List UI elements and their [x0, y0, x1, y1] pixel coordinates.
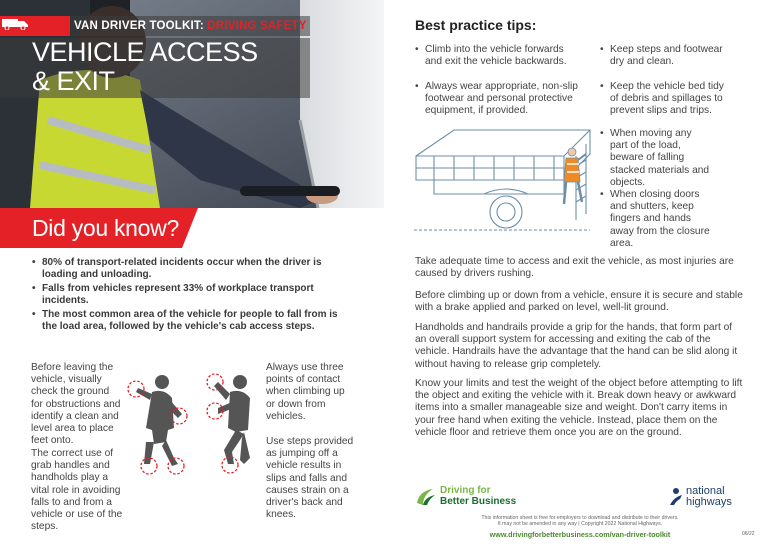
body-paragraph-1: Take adequate time to access and exit the vehicle, as most injuries are caused by drivers rushing. [415, 256, 734, 280]
three-points-contact-illustration [124, 368, 264, 478]
grab-handles-paragraph: The correct use of grab handles and handholds play a vital role in avoiding falls to and from a vehicle or use of the steps. [31, 448, 123, 533]
dfbb-swoosh-icon [415, 487, 437, 507]
facts-list [32, 257, 352, 335]
toolkit-topic: DRIVING SAFETY [207, 20, 307, 32]
right-page [384, 0, 768, 545]
van-icon [0, 16, 70, 36]
document-code: 06/22 [742, 531, 755, 537]
tip-item: • Keep steps and footwear dry and clean. [600, 44, 725, 68]
use-steps-paragraph: Use steps provided as jumping off a vehicle results in slips and falls and causes strain on a driver's back and knees. [266, 436, 354, 521]
tip-item: • When moving any part of the load, beware of falling stacked materials and objects. [600, 128, 710, 189]
logo-text-line-1: Driving for [440, 485, 491, 496]
body-paragraph-2: Before climbing up or down from a vehicle, ensure it is secure and stable with a brake applied and parked on level, well-lit ground. [415, 290, 743, 314]
did-you-know-banner [0, 208, 198, 248]
toolkit-banner [0, 16, 310, 36]
title-line-2: & EXIT [32, 66, 115, 96]
tip-item: • Climb into the vehicle forwards and exit the vehicle backwards. [415, 44, 580, 68]
toolkit-label: VAN DRIVER TOOLKIT: DRIVING SAFETY [74, 20, 307, 32]
did-you-know-heading: Did you know? [32, 215, 179, 241]
flatbed-truck-illustration [414, 124, 592, 236]
disclaimer [415, 515, 745, 528]
logo-text-line-2: Better Business [440, 496, 517, 507]
fact-item: • Falls from vehicles represent 33% of workplace transport incidents. [32, 283, 352, 308]
best-practice-title: Best practice tips: [415, 17, 537, 33]
driving-for-better-business-logo [415, 486, 516, 507]
disclaimer-line-2: It may not be amended in any way | Copyright 2022 National Highways. [497, 521, 663, 528]
fact-item: • 80% of transport-related incidents occur when the driver is loading and unloading. [32, 257, 352, 282]
toolkit-url-link[interactable]: www.drivingforbetterbusiness.com/van-driver-toolkit [489, 530, 671, 539]
body-paragraph-3: Handholds and handrails provide a grip for the hands, that form part of an overall support system for accessing and exiting the cab of the vehicle. Handrails have the advantage that the hand can be slid along it without having to release grip completely. [415, 322, 738, 370]
national-highways-logo [668, 486, 732, 508]
logo-text-highways: highways [686, 496, 732, 508]
fact-item: • The most common area of the vehicle for people to fall from is the load area, followed by the vehicle's cab access steps. [32, 309, 352, 334]
body-paragraph-4: Know your limits and test the weight of the object before attempting to lift the object and exiting the vehicle with it. Break down heavy or awkward items into a smaller manageable size and weight. Don't carry items in your free hand when exiting the vehicle. Instead, place them on the vehicle floor and retrieve them once you are on the ground. [415, 378, 743, 438]
tip-item: • Always wear appropriate, non-slip footwear and personal protective equipment, if provided. [415, 81, 580, 118]
tip-item: • Keep the vehicle bed tidy of debris and spillages to prevent slips and trips. [600, 81, 725, 118]
national-highways-icon [668, 487, 684, 507]
three-points-paragraph: Always use three points of contact when climbing up or down from vehicles. [266, 362, 345, 422]
page-title [0, 38, 310, 98]
title-line-1: VEHICLE ACCESS [32, 37, 258, 67]
logo-text-national: national [686, 485, 725, 497]
ground-check-paragraph: Before leaving the vehicle, visually check the ground for obstructions and identify a clean and level area to place feet onto. [31, 362, 121, 447]
disclaimer-line-1: This information sheet is free for employers to download and distribute to their drivers. [481, 515, 679, 521]
tip-item: • When closing doors and shutters, keep fingers and hands away from the closure area. [600, 189, 715, 250]
hero-photo [0, 0, 384, 208]
